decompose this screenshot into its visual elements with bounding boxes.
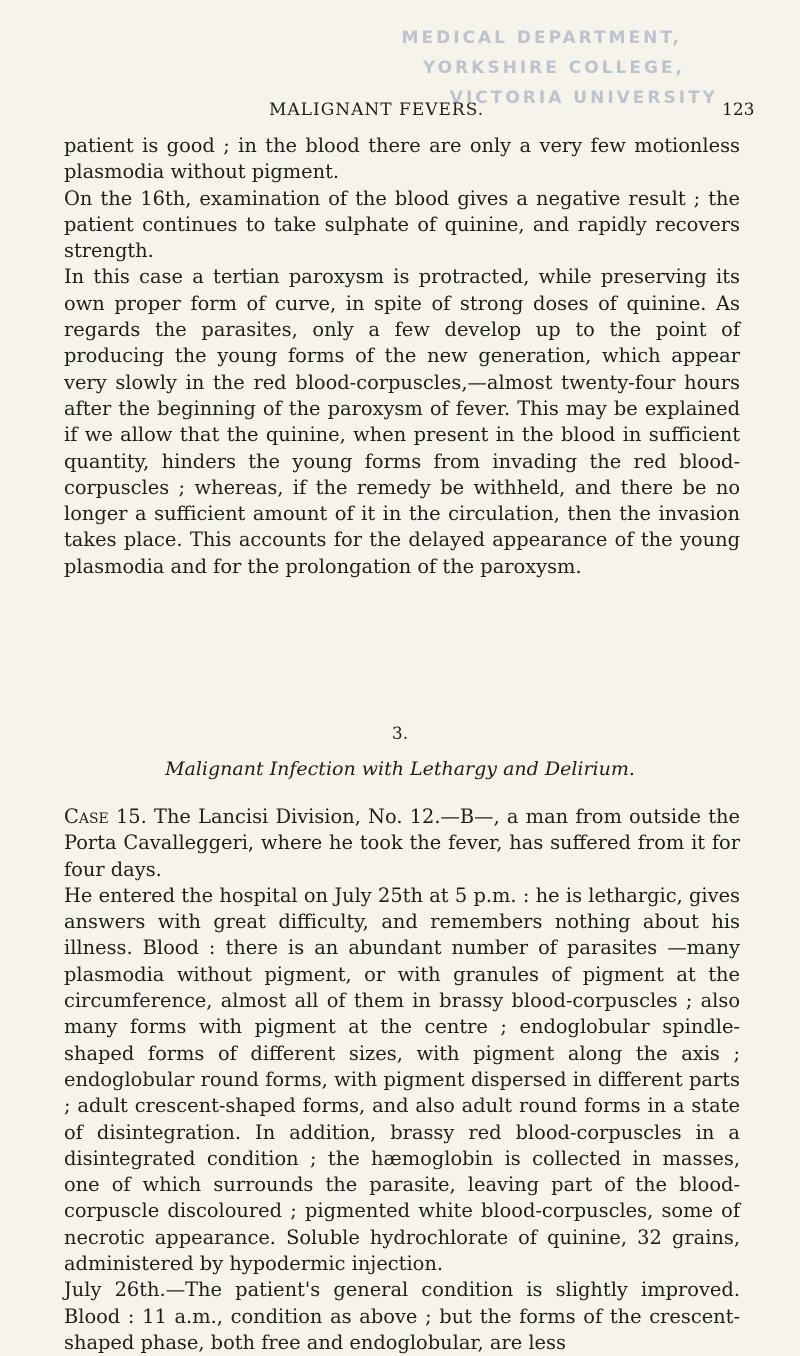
paragraph: patient is good ; in the blood there are only a very few motionless plasmodia without pigment. xyxy=(64,134,740,184)
running-head-title: MALIGNANT FEVERS. xyxy=(269,100,485,120)
paragraph: July 26th.—The patient's general condition is slightly improved. Blood : 11 a.m., condition as above ; but the forms of the crescent-shaped phase, both free and endoglobular, are less xyxy=(64,1278,740,1354)
page-number: 123 xyxy=(722,100,755,120)
library-stamp-line-2: YORKSHIRE COLLEGE, xyxy=(422,58,685,78)
library-stamp-line-1: MEDICAL DEPARTMENT, xyxy=(401,28,682,48)
section-number: 3. xyxy=(391,724,409,744)
case-paragraph xyxy=(64,804,740,883)
section-heading: Malignant Infection with Lethargy and Delirium. xyxy=(165,758,635,780)
paragraph: On the 16th, examination of the blood gives a negative result ; the patient continues to take sulphate of quinine, and rapidly recovers strength. xyxy=(64,186,740,263)
paragraph: In this case a tertian paroxysm is protracted, while preserving its own proper form of curve, in spite of strong doses of quinine. As regards the parasites, only a few develop up to the point of producing the young forms of the new generation, which appear very slowly in the red blood-corpuscles,—almost twenty-four hours after the beginning of the paroxysm of fever. This may be explained if we allow that the quinine, when present in the blood in sufficient quantity, hinders the young forms from invading the red blood-corpuscles ; whereas, if the remedy be withheld, and there be no longer a sufficient amount of it in the circulation, then the invasion takes place. This accounts for the delayed appearance of the young plasmodia and for the prolongation of the paroxysm. xyxy=(64,265,740,578)
case-intro: 15. The Lancisi Division, No. 12.—B—, a man from outside the Porta Cavalleggeri, where he took the fever, has suffered from it for four days. xyxy=(64,805,740,881)
case-label: Case xyxy=(64,805,109,828)
text-block-after-section xyxy=(64,804,740,1356)
paragraph: He entered the hospital on July 25th at 5 p.m. : he is lethargic, gives answers with great difficulty, and remembers nothing about his illness. Blood : there is an abundant number of parasites —many plasmodia without pigment, or with granules of pigment at the circumference, almost all of them in brassy blood-corpuscles ; also many forms with pigment at the centre ; endoglobular spindle-shaped forms of different sizes, with pigment along the axis ; endoglobular round forms, with pigment dispersed in different parts ; adult crescent-shaped forms, and also adult round forms in a state of disintegration. In addition, brassy red blood-corpuscles in a disintegrated condition ; the hæmoglobin is collected in masses, one of which surrounds the parasite, leaving part of the blood-corpuscle discoloured ; pigmented white blood-corpuscles, some of necrotic appearance. Soluble hydrochlorate of quinine, 32 grains, administered by hypodermic injection. xyxy=(64,883,740,1276)
library-stamp-line-3: VICTORIA UNIVERSITY xyxy=(449,88,718,108)
text-block-before-section xyxy=(64,133,740,580)
running-head xyxy=(0,100,800,128)
